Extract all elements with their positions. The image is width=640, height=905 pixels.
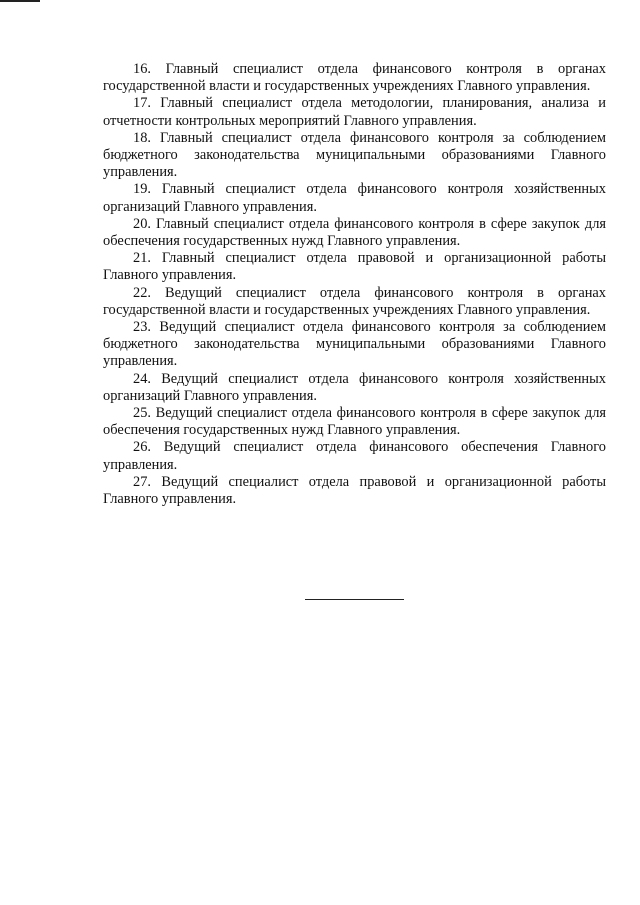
- scan-corner-mark: [0, 0, 40, 2]
- list-item: 22. Ведущий специалист отдела финансового контроля в органах государственной власти и государственных учреждениях Главного управления.: [103, 284, 606, 318]
- list-item: 21. Главный специалист отдела правовой и организационной работы Главного управления.: [103, 250, 606, 284]
- list-item: 20. Главный специалист отдела финансового контроля в сфере закупок для обеспечения государственных нужд Главного управления.: [103, 215, 606, 250]
- list-item: 25. Ведущий специалист отдела финансового контроля в сфере закупок для обеспечения государственных нужд Главного управления.: [103, 405, 606, 439]
- document-body: [103, 61, 606, 508]
- list-item: 27. Ведущий специалист отдела правовой и организационной работы Главного управления.: [103, 473, 606, 508]
- list-item: 24. Ведущий специалист отдела финансового контроля хозяйственных организаций Главного управления.: [103, 370, 606, 404]
- list-item: 26. Ведущий специалист отдела финансового обеспечения Главного управления.: [103, 439, 606, 473]
- end-divider-line: [305, 599, 404, 600]
- list-item: 18. Главный специалист отдела финансового контроля за соблюдением бюджетного законодательства муниципальными образованиями Главного управления.: [103, 129, 606, 181]
- list-item: 19. Главный специалист отдела финансового контроля хозяйственных организаций Главного управления.: [103, 181, 606, 215]
- list-item: 17. Главный специалист отдела методологии, планирования, анализа и отчетности контрольных мероприятий Главного управления.: [103, 95, 606, 129]
- list-item: 16. Главный специалист отдела финансового контроля в органах государственной власти и государственных учреждениях Главного управления.: [103, 61, 606, 95]
- list-item: 23. Ведущий специалист отдела финансового контроля за соблюдением бюджетного законодательства муниципальными образованиями Главного управления.: [103, 319, 606, 370]
